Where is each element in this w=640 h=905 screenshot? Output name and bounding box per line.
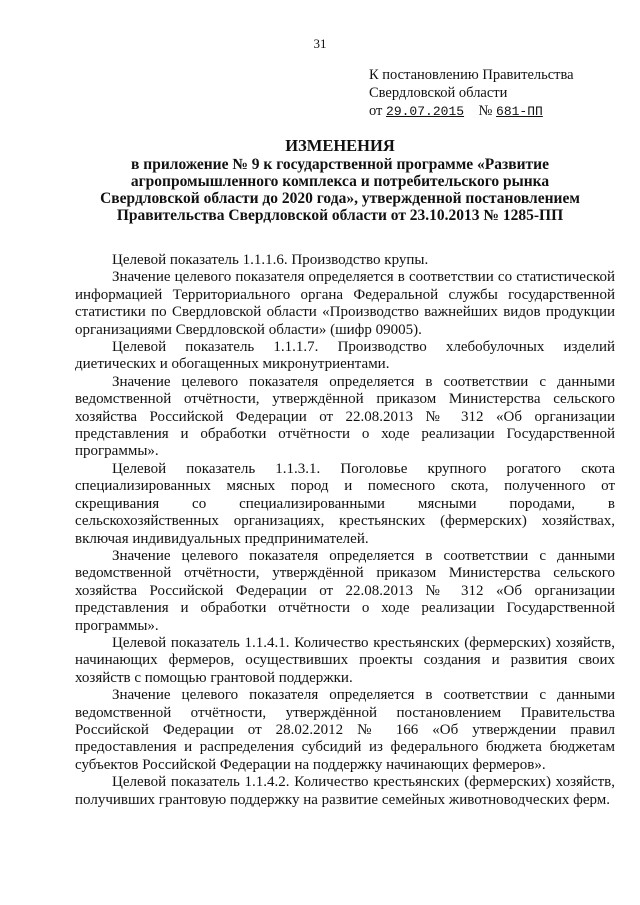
appendix-date-line: [369, 102, 574, 121]
heading-subtitle: в приложение № 9 к государственной программе «Развитие агропромышленного комплекса и потребительского рынка Свердловской области до 2020 года», утвержденной постановлением Правительства Свердловской области от 23.10.2013 № 1285-ПП: [100, 156, 580, 224]
paragraph: Целевой показатель 1.1.1.7. Производство хлебобулочных изделий диетических и обогащенных микронутриентами.: [75, 339, 615, 373]
heading-title: ИЗМЕНЕНИЯ: [285, 136, 395, 155]
paragraph: Целевой показатель 1.1.3.1. Поголовье крупного рогатого скота специализированных мясных пород и помесного скота, полученного от скрещивания со специализированными мясными породами, в сельскохозяйственных организациях, крестьянских (фермерских) хозяйствах, включая индивидуальных предпринимателей.: [75, 460, 615, 547]
paragraph: Целевой показатель 1.1.4.2. Количество крестьянских (фермерских) хозяйств, получивших грантовую поддержку на развитие семейных животноводческих ферм.: [75, 774, 615, 808]
paragraph: Значение целевого показателя определяется в соответствии с данными ведомственной отчётности, утверждённой приказом Министерства сельского хозяйства Российской Федерации от 22.08.2013 № 312 «Об организации представления и обработки отчётности о ходе реализации Государственной программы».: [75, 547, 615, 634]
appendix-line-2: Свердловской области: [369, 85, 508, 101]
appendix-reference: [369, 66, 574, 121]
document-body: [75, 252, 615, 809]
document-heading: [80, 137, 600, 224]
paragraph: Значение целевого показателя определяется в соответствии со статистической информацией Территориального органа Федеральной службы государственной статистики по Свердловской области «Производство важнейших видов продукции организациями Свердловской области» (шифр 09005).: [75, 269, 615, 338]
decree-number: 681-ПП: [496, 104, 543, 119]
page-number: 31: [313, 36, 327, 51]
from-label: от: [369, 103, 383, 119]
paragraph: Целевой показатель 1.1.4.1. Количество крестьянских (фермерских) хозяйств, начинающих фермеров, осуществивших проекты создания и развития своих хозяйств с помощью грантовой поддержки.: [75, 634, 615, 686]
number-label: №: [478, 103, 493, 119]
appendix-line-1: К постановлению Правительства: [369, 67, 574, 83]
paragraph: Значение целевого показателя определяется в соответствии с данными ведомственной отчётности, утверждённой постановлением Правительства Российской Федерации от 28.02.2012 № 166 «Об утверждении правил предоставления и распределения субсидий из федерального бюджета бюджетам субъектов Российской Федерации на поддержку начинающих фермеров».: [75, 687, 615, 773]
paragraph: Значение целевого показателя определяется в соответствии с данными ведомственной отчётности, утверждённой приказом Министерства сельского хозяйства Российской Федерации от 22.08.2013 № 312 «Об организации представления и обработки отчётности о ходе реализации Государственной программы».: [75, 373, 615, 460]
decree-date: 29.07.2015: [386, 104, 465, 119]
paragraph: Целевой показатель 1.1.1.6. Производство крупы.: [112, 252, 429, 268]
